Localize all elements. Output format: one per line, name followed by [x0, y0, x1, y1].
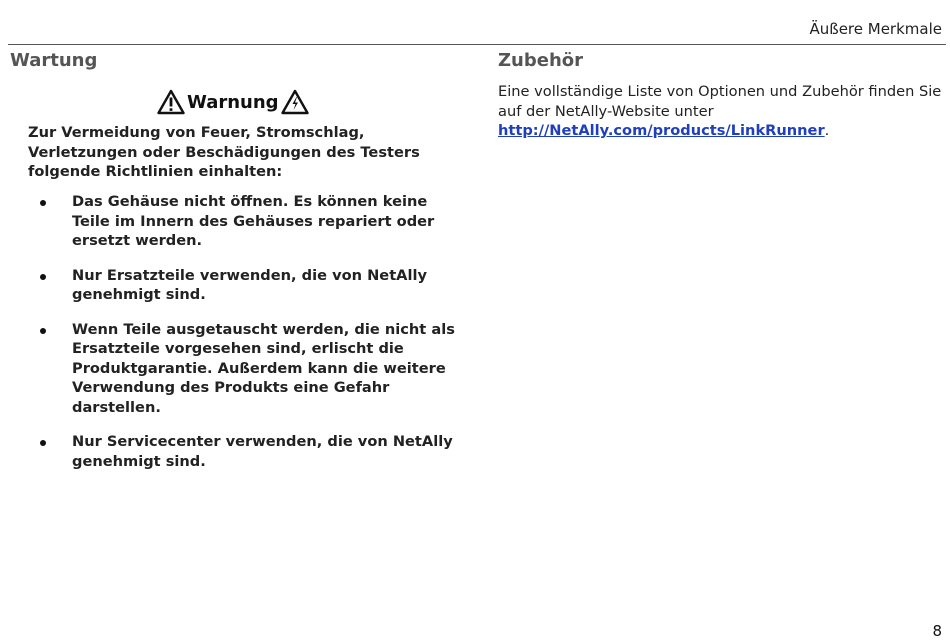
warning-list [28, 192, 458, 486]
bullet-icon [40, 440, 46, 446]
list-item-text: Das Gehäuse nicht öffnen. Es können keine Teile im Innern des Gehäuses repariert oder ersetzt werden. [72, 193, 435, 249]
list-item-text: Nur Servicecenter verwenden, die von NetAlly genehmigt sind. [72, 433, 453, 470]
list-item [28, 432, 458, 471]
bullet-icon [40, 274, 46, 280]
list-item-text: Nur Ersatzteile verwenden, die von NetAlly genehmigt sind. [72, 266, 427, 303]
warning-label: Warnung [187, 91, 279, 113]
list-item-text: Wenn Teile ausgetauscht werden, die nicht als Ersatzteile vorgesehen sind, erlischt die Produktgarantie. Außerdem kann die weitere Verwendung des Produkts eine Gefahr darstellen. [72, 320, 455, 416]
section-title-maintenance: Wartung [10, 50, 98, 71]
bullet-icon [40, 328, 46, 334]
page-number: 8 [932, 622, 942, 640]
warning-intro: Zur Vermeidung von Feuer, Stromschlag, Verletzungen oder Beschädigungen des Testers folgende Richtlinien einhalten: [28, 124, 420, 180]
accessories-text [498, 82, 948, 141]
header-rule [8, 44, 946, 45]
warning-heading [157, 88, 307, 116]
list-item [28, 266, 458, 305]
list-item [28, 320, 458, 418]
warning-triangle-icon [157, 89, 185, 115]
list-item [28, 192, 458, 251]
section-title-accessories: Zubehör [498, 50, 584, 71]
running-header: Äußere Merkmale [809, 20, 942, 38]
products-link[interactable]: http://NetAlly.com/products/LinkRunner [498, 122, 825, 139]
electric-shock-icon [281, 89, 309, 115]
accessories-text-after: . [824, 122, 830, 139]
accessories-text-before: Eine vollständige Liste von Optionen und Zubehör finden Sie auf der NetAlly-Website unter [498, 83, 942, 120]
bullet-icon [40, 200, 46, 206]
